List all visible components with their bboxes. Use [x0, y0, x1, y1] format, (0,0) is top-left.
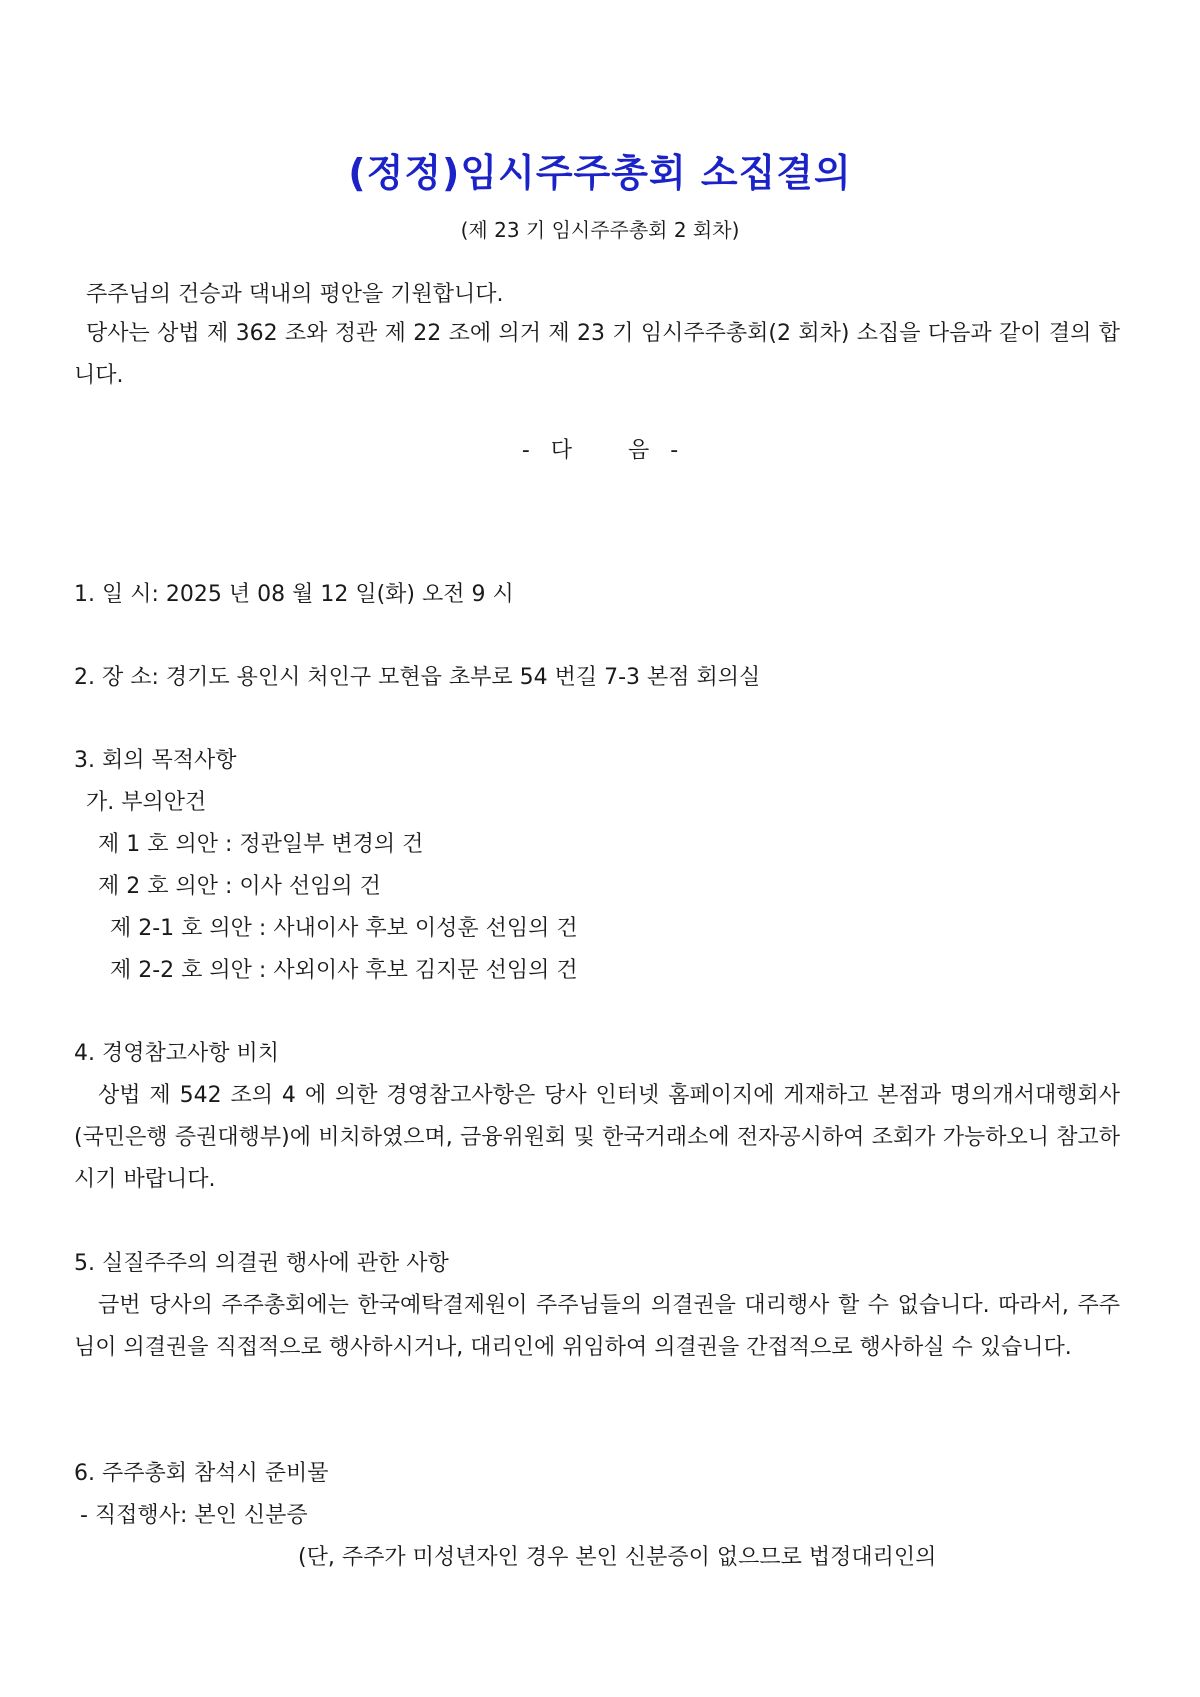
prep-direct-item: - 직접행사: 본인 신분증 [80, 1503, 308, 1528]
document-title: (정정)임시주주총회 소집결의 [348, 151, 852, 195]
agenda-heading: 가. 부의안건 [86, 790, 207, 815]
reference-heading: 4. 경영참고사항 비치 [74, 1041, 279, 1066]
document-subtitle: (제 23 기 임시주주총회 2 회차) [460, 218, 740, 242]
purpose-heading: 3. 회의 목적사항 [74, 748, 237, 773]
agenda-item: 제 2-1 호 의안 : 사내이사 후보 이성훈 선임의 건 [110, 916, 578, 941]
voting-paragraph: 금번 당사의 주주총회에는 한국예탁결제원이 주주님들의 의결권을 대리행사 할 수 없습니다. 따라서, 주주님이 의결권을 직접적으로 행사하시거나, 대리인에 위임하여 의결권을 간접적으로 행사하실 수 있습니다. [74, 1293, 1120, 1360]
agenda-item: 제 2-2 호 의안 : 사외이사 후보 김지문 선임의 건 [110, 958, 578, 983]
prep-heading: 6. 주주총회 참석시 준비물 [74, 1461, 329, 1486]
divider-text: - 다 음 - [521, 438, 679, 463]
greeting-text: 주주님의 건승과 댁내의 평안을 기원합니다. [86, 282, 504, 307]
voting-heading: 5. 실질주주의 의결권 행사에 관한 사항 [74, 1251, 449, 1276]
prep-note: (단, 주주가 미성년자인 경우 본인 신분증이 없으므로 법정대리인의 [298, 1545, 937, 1570]
agenda-item: 제 1 호 의안 : 정관일부 변경의 건 [98, 832, 424, 857]
date-item: 1. 일 시: 2025 년 08 월 12 일(화) 오전 9 시 [74, 582, 514, 607]
intro-paragraph: 당사는 상법 제 362 조와 정관 제 22 조에 의거 제 23 기 임시주주총회(2 회차) 소집을 다음과 같이 결의 합니다. [74, 321, 1120, 388]
place-item: 2. 장 소: 경기도 용인시 처인구 모현읍 초부로 54 번길 7-3 본점 회의실 [74, 665, 761, 690]
agenda-item: 제 2 호 의안 : 이사 선임의 건 [98, 874, 381, 899]
reference-paragraph: 상법 제 542 조의 4 에 의한 경영참고사항은 당사 인터넷 홈페이지에 게재하고 본점과 명의개서대행회사(국민은행 증권대행부)에 비치하였으며, 금융위원회 및 한국거래소에 전자공시하여 조회가 가능하오니 참고하시기 바랍니다. [74, 1083, 1120, 1192]
